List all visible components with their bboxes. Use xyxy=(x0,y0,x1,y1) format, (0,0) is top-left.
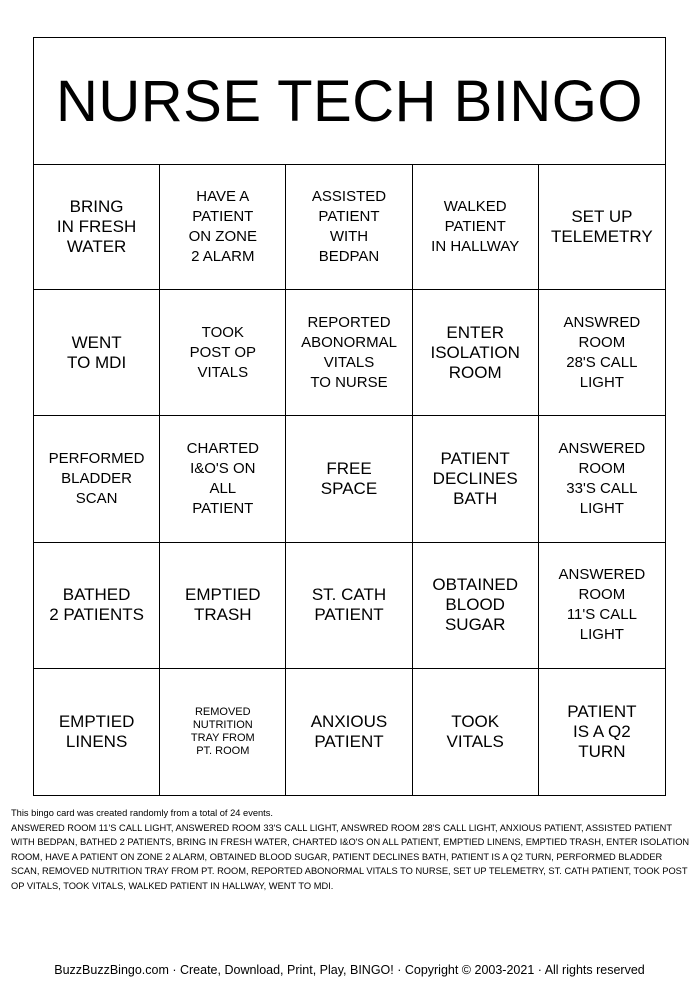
bingo-cell: BRING IN FRESH WATER xyxy=(34,164,160,290)
bingo-cell: ANSWERED ROOM 11'S CALL LIGHT xyxy=(539,543,665,669)
bingo-cell: WALKED PATIENT IN HALLWAY xyxy=(413,164,539,290)
bingo-cell: ANSWRED ROOM 28'S CALL LIGHT xyxy=(539,290,665,416)
bingo-cell: SET UP TELEMETRY xyxy=(539,164,665,290)
bingo-cell: OBTAINED BLOOD SUGAR xyxy=(413,543,539,669)
bingo-cell: TOOK POST OP VITALS xyxy=(160,290,286,416)
card-title: NURSE TECH BINGO xyxy=(55,69,643,134)
bingo-cell: PERFORMED BLADDER SCAN xyxy=(34,416,160,542)
bingo-cell: TOOK VITALS xyxy=(413,669,539,795)
bingo-cell: EMPTIED TRASH xyxy=(160,543,286,669)
bingo-cell: ASSISTED PATIENT WITH BEDPAN xyxy=(286,164,412,290)
bingo-grid xyxy=(34,164,665,795)
bingo-cell: CHARTED I&O'S ON ALL PATIENT xyxy=(160,416,286,542)
bingo-cell: PATIENT IS A Q2 TURN xyxy=(567,701,637,761)
bingo-cell: HAVE A PATIENT ON ZONE 2 ALARM xyxy=(160,164,286,290)
bingo-cell: REPORTED ABONORMAL VITALS TO NURSE xyxy=(286,290,412,416)
bingo-cell: WENT TO MDI xyxy=(34,290,160,416)
bingo-cell: ENTER ISOLATION ROOM xyxy=(413,290,539,416)
bingo-cell: ANXIOUS PATIENT xyxy=(286,669,412,795)
card-info-intro: This bingo card was created randomly from a total of 24 events. xyxy=(11,808,273,818)
card-info xyxy=(11,806,691,893)
bingo-card xyxy=(33,37,666,796)
footer: BuzzBuzzBingo.com · Create, Download, Print, Play, BINGO! · Copyright © 2003-2021 · All rights reserved xyxy=(54,963,645,977)
free-space-cell: FREE SPACE xyxy=(286,416,412,542)
title-row xyxy=(34,38,665,165)
bingo-cell: PATIENT DECLINES BATH xyxy=(413,416,539,542)
bingo-cell: REMOVED NUTRITION TRAY FROM PT. ROOM xyxy=(160,669,286,795)
bingo-cell: ST. CATH PATIENT xyxy=(286,543,412,669)
bingo-cell: ANSWERED ROOM 33'S CALL LIGHT xyxy=(539,416,665,542)
card-info-events: ANSWERED ROOM 11'S CALL LIGHT, ANSWERED ROOM 33'S CALL LIGHT, ANSWRED ROOM 28'S CALL LIGHT, ANXIOUS PATIENT, ASSISTED PATIENT WITH BEDPAN, BATHED 2 PATIENTS, BRING IN FRESH WATER, CHARTED I&O'S ON ALL PATIENT, EMPTIED LINENS, EMPTIED TRASH, ENTER ISOLATION ROOM, HAVE A PATIENT ON ZONE 2 ALARM, OBTAINED BLOOD SUGAR, PATIENT DECLINES BATH, PATIENT IS A Q2 TURN, PERFORMED BLADDER SCAN, REMOVED NUTRITION TRAY FROM PT. ROOM, REPORTED ABONORMAL VITALS TO NURSE, SET UP TELEMETRY, ST. CATH PATIENT, TOOK POST OP VITALS, TOOK VITALS, WALKED PATIENT IN HALLWAY, WENT TO MDI. xyxy=(11,822,690,891)
bingo-cell: EMPTIED LINENS xyxy=(34,669,160,795)
bingo-cell: BATHED 2 PATIENTS xyxy=(34,543,160,669)
